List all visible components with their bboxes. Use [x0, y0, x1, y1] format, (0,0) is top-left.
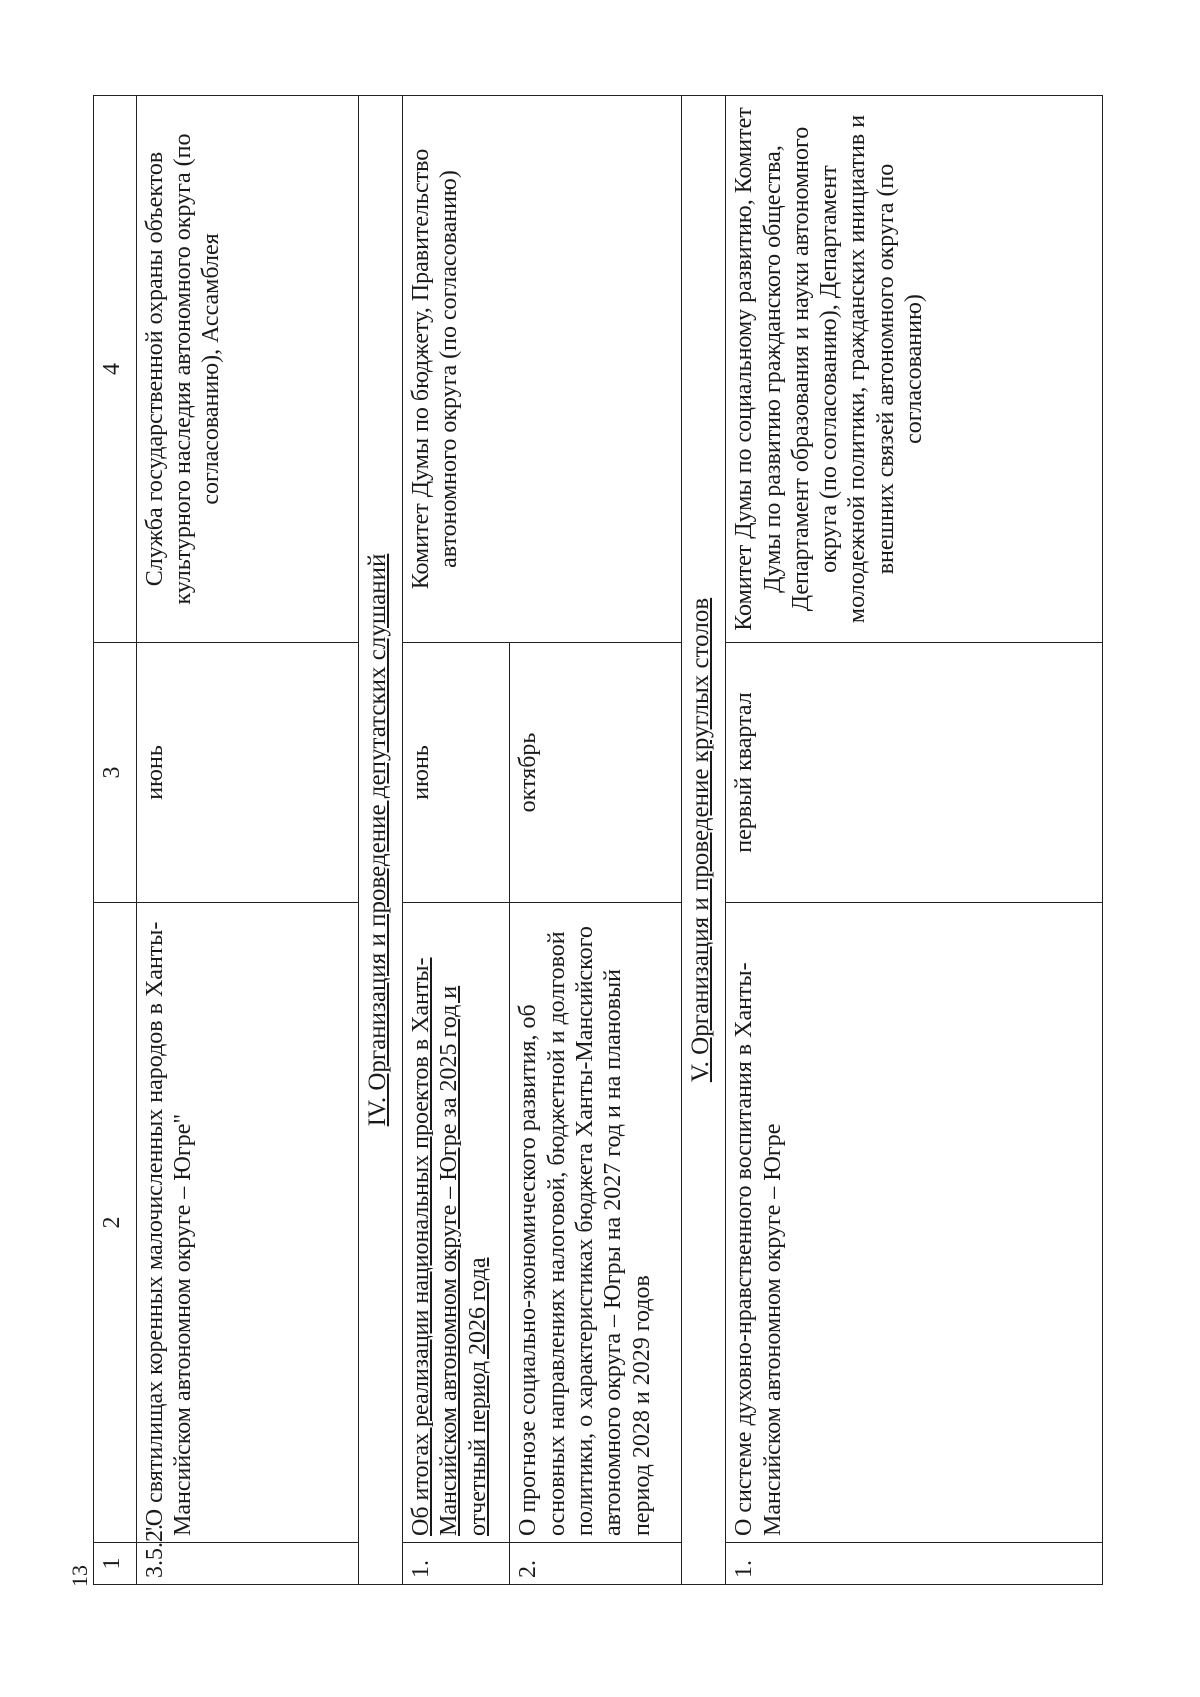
row-title: О прогнозе социально-экономического развития, об основных направлениях налоговой, бюджетной и долговой политики, о характеристиках бюджета Ханты-Мансийского автономного округа – Югры на 2027 год и на плановый период 2028 и 2029 годов: [510, 903, 682, 1543]
row-number: 1.: [403, 1543, 510, 1585]
section-row: [682, 96, 726, 1585]
row-responsible: Комитет Думы по социальному развитию, Комитет Думы по развитию гражданского общества, Департамент образования и науки автономного округа (по согласованию), Департамент молодежной политики, гражданских инициатив и внешних связей автономного округа (по согласованию): [726, 96, 1103, 643]
column-number-1: 1: [94, 1543, 137, 1585]
column-number-2: 2: [94, 903, 137, 1543]
row-term: первый квартал: [726, 643, 1103, 903]
page-number: 13: [67, 1565, 92, 1587]
row-title: [403, 903, 510, 1543]
row-title: "О святилищах коренных малочисленных народов в Ханты-Мансийском автономном округе – Югре": [136, 903, 359, 1543]
row-title: О системе духовно-нравственного воспитания в Ханты-Мансийском автономном округе – Югре: [726, 903, 1103, 1543]
row-term: октябрь: [510, 643, 682, 903]
row-term: июнь: [136, 643, 359, 903]
table-row: [136, 96, 359, 1585]
plan-table: [93, 95, 1103, 1585]
column-number-4: 4: [94, 96, 137, 643]
table-row: [726, 96, 1103, 1585]
row-term: июнь: [403, 643, 510, 903]
section-row: [359, 96, 403, 1585]
column-number-3: 3: [94, 643, 137, 903]
row-responsible: Служба государственной охраны объектов культурного наследия автономного округа (по согласованию), Ассамблея: [136, 96, 359, 643]
row-responsible: Комитет Думы по бюджету, Правительство автономного округа (по согласованию): [403, 96, 682, 643]
plan-table-wrapper: [93, 95, 1103, 1585]
row-title-text: Об итогах реализации национальных проектов в Ханты-Мансийском автономном округе – Югре за 2025 год и отчетный период 2026 года: [408, 957, 491, 1536]
section-title-text: V. Организация и проведение круглых столов: [687, 597, 715, 1083]
column-number-row: [94, 96, 137, 1585]
row-number: 3.5.2.: [136, 1543, 359, 1585]
section-title-text: IV. Организация и проведение депутатских слушаний: [364, 553, 392, 1127]
row-number: 1.: [726, 1543, 1103, 1585]
section-title: [682, 96, 726, 1585]
row-number: 2.: [510, 1543, 682, 1585]
table-row: [403, 96, 510, 1585]
section-title: [359, 96, 403, 1585]
